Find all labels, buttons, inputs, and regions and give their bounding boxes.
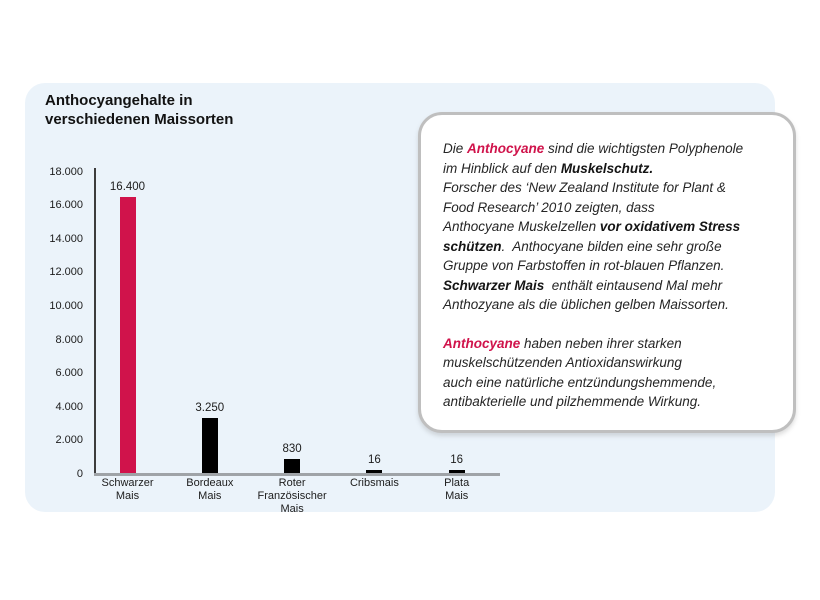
x-category-label: Bordeaux Mais: [186, 477, 234, 502]
highlight-keyword: Anthocyane: [443, 335, 521, 351]
text-span: Die: [443, 141, 468, 156]
textbox-line: [443, 178, 773, 198]
y-tick-label: 16.000: [49, 199, 83, 212]
text-span: enthält eintausend Mal mehr: [544, 277, 723, 293]
bar: [284, 459, 300, 473]
textbox-line: [443, 237, 773, 257]
y-tick-label: 2.000: [55, 434, 83, 447]
textbox-line: [443, 198, 773, 218]
textbox-line: [443, 217, 773, 237]
textbox-line: [443, 276, 773, 296]
text-span: haben neben ihrer starken: [520, 335, 682, 351]
x-category-label: Schwarzer Mais: [101, 477, 154, 502]
chart-title: [45, 91, 233, 129]
textbox-paragraph: [443, 334, 773, 412]
textbox-line: [443, 256, 773, 276]
text-span: antibakterielle und pilzhemmende Wirkung.: [443, 394, 702, 409]
y-tick-label: 18.000: [49, 165, 83, 178]
text-span: Anthocyane Muskelzellen: [443, 219, 600, 234]
y-tick-label: 12.000: [49, 266, 83, 279]
bar: [449, 470, 465, 473]
text-span: Anthozyane als die üblichen gelben Maissorten.: [443, 297, 729, 312]
bar-value-label: 3.250: [195, 402, 225, 414]
bar-value-label: 16: [450, 454, 464, 466]
x-category-label: Roter Französischer Mais: [257, 477, 327, 515]
text-span: im Hinblick auf den: [443, 160, 561, 176]
chart-title-line2: verschiedenen Maissorten: [45, 111, 234, 128]
bar-value-label: 16: [367, 454, 381, 466]
text-span: sind die wichtigsten Polyphenole: [544, 141, 744, 156]
text-span: Forscher des ‘New Zealand Institute for Plant &: [443, 180, 726, 195]
y-tick-label: 6.000: [55, 367, 83, 380]
text-span: auch eine natürliche entzündungshemmende,: [443, 374, 717, 390]
text-span: muskelschützenden Antioxidanswirkung: [443, 355, 682, 370]
x-category-label: Cribsmais: [349, 477, 399, 489]
y-tick-label: 14.000: [49, 232, 83, 245]
y-tick-label: 10.000: [49, 300, 83, 312]
info-textbox: [418, 112, 796, 433]
text-span: vor oxidativem Stress: [599, 219, 741, 234]
x-axis-line: [94, 473, 500, 476]
bar: [366, 470, 382, 473]
y-tick-label: 8.000: [55, 333, 83, 346]
x-category-label: Plata Mais: [444, 477, 470, 502]
text-span: Schwarzer Mais: [443, 277, 545, 293]
text-span: Food Research’ 2010 zeigten, dass: [443, 199, 655, 215]
y-tick-label: 0: [76, 468, 83, 480]
textbox-line: [443, 334, 773, 354]
bar-value-label: 830: [282, 443, 302, 455]
textbox-paragraph: [443, 139, 773, 315]
bar: [120, 197, 136, 473]
textbox-line: [443, 353, 773, 373]
bar: [202, 418, 218, 473]
textbox-line: [443, 373, 773, 393]
bar-value-label: 16.400: [109, 181, 146, 193]
y-tick-label: 4.000: [55, 400, 83, 413]
text-span: schützen: [443, 238, 502, 254]
text-span: . Anthocyane bilden eine sehr große: [501, 238, 722, 254]
textbox-line: [443, 392, 773, 412]
text-span: Gruppe von Farbstoffen in rot-blauen Pflanzen.: [443, 258, 725, 273]
textbox-line: [443, 139, 773, 159]
textbox-line: [443, 159, 773, 179]
textbox-line: [443, 295, 773, 315]
text-span: Muskelschutz.: [560, 160, 654, 176]
y-axis-line: [94, 168, 96, 476]
highlight-keyword: Anthocyane: [467, 141, 545, 156]
chart-title-line1: Anthocyangehalte in: [45, 92, 193, 109]
